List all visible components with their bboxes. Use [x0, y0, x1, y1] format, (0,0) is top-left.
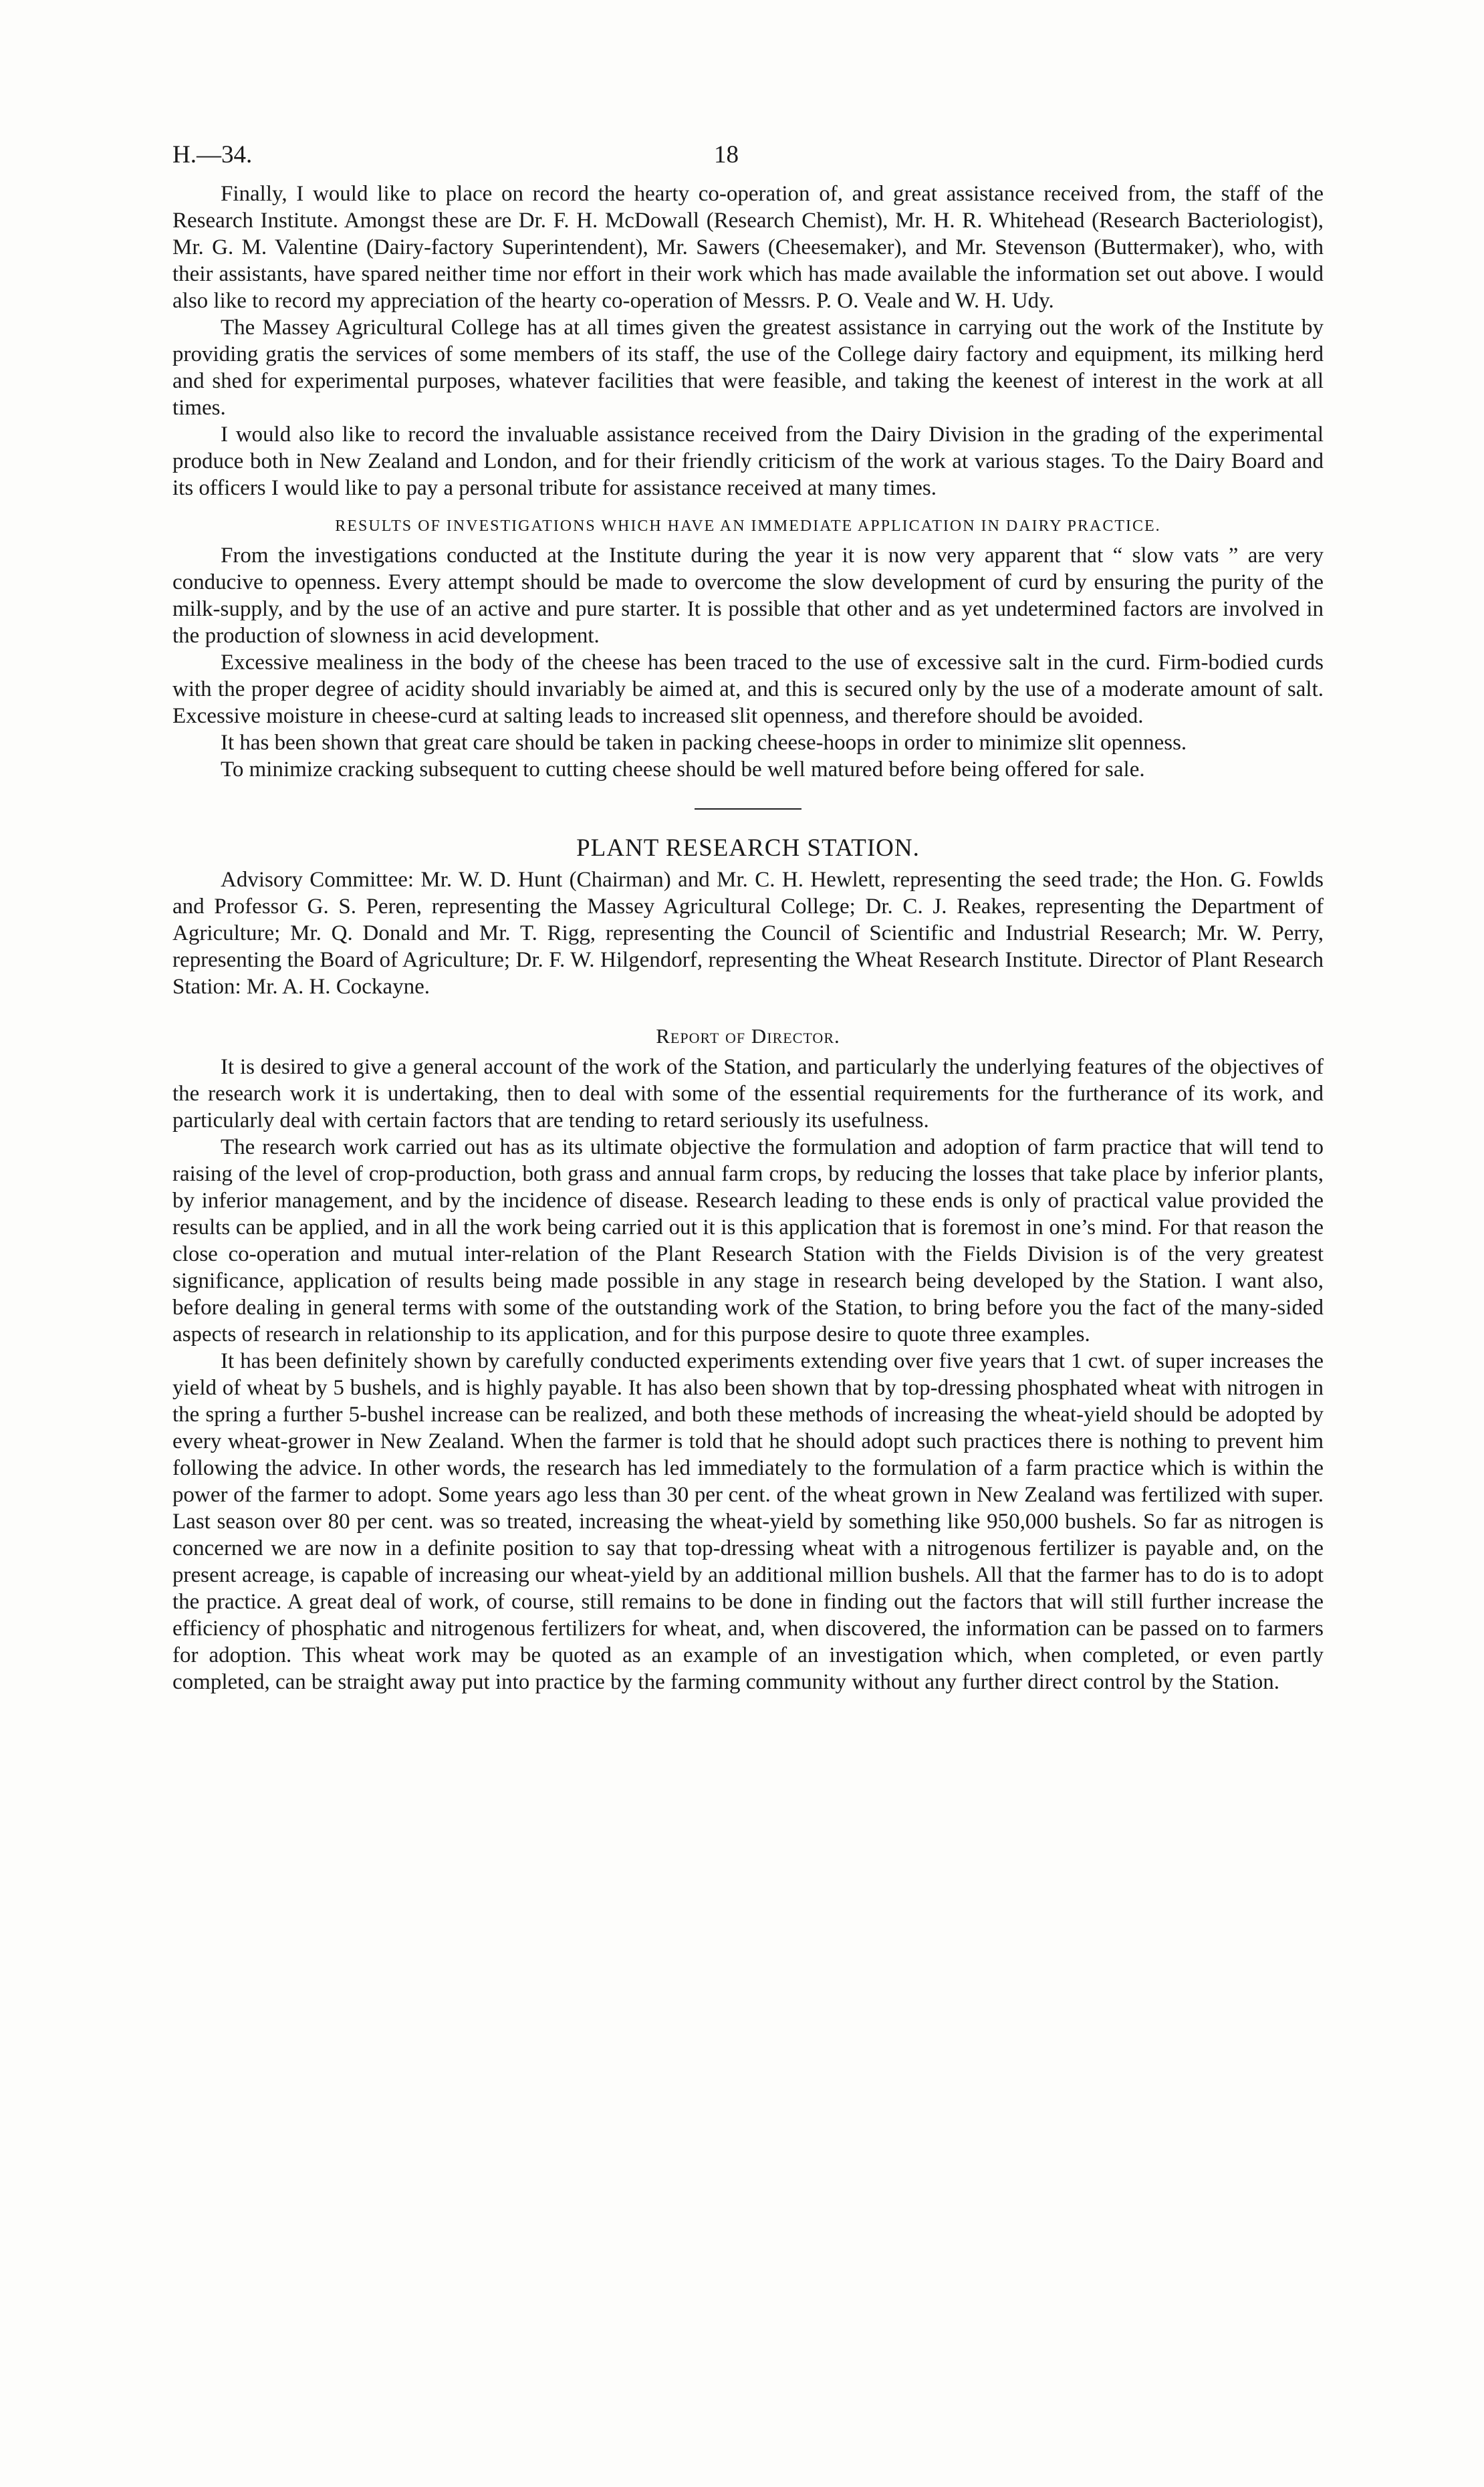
paragraph: To minimize cracking subsequent to cutting cheese should be well matured before being offered for sale.: [221, 757, 1145, 782]
page-number: 18: [714, 141, 739, 168]
acknowledgements-section: [172, 181, 1324, 501]
section-heading: RESULTS OF INVESTIGATIONS WHICH HAVE AN IMMEDIATE APPLICATION IN DAIRY PRACTICE.: [335, 517, 1161, 535]
paragraph: From the investigations conducted at the Institute during the year it is now very apparent that “ slow vats ” are very conducive to openness. Every attempt should be made to overcome the slow development of curd by ensuring the purity of the milk-supply, and by the use of an active and pure starter. It is possible that other and as yet undetermined factors are involved in the production of slowness in acid development.: [172, 544, 1324, 648]
document-reference: H.—34.: [172, 141, 253, 168]
document-page: [172, 140, 1324, 1695]
paragraph: It has been definitely shown by carefully conducted experiments extending over five years that 1 cwt. of super increases the yield of wheat by 5 bushels, and is highly payable. It has also been shown that by top-dressing phosphated wheat with nitrogen in the spring a further 5-bushel increase can be realized, and both these methods of increasing the wheat-yield should be adopted by every wheat-grower in New Zealand. When the farmer is told that he should adopt such practices there is nothing to prevent him following the advice. In other words, the research has led immediately to the formulation of a farm practice which is within the power of the farmer to adopt. Some years ago less than 30 per cent. of the wheat grown in New Zealand was fertilized with super. Last season over 80 per cent. was so treated, increasing the wheat-yield by something like 950,000 bushels. So far as nitrogen is concerned we are now in a definite position to say that top-dressing wheat with a nitrogenous fertilizer is payable and, on the present acreage, is capable of increasing our wheat-yield by an additional million bushels. All that the farmer has to do is to adopt the practice. A great deal of work, of course, still remains to be done in finding out the factors that will still further increase the efficiency of phosphatic and nitrogenous fertilizers for wheat, and, when discovered, the information can be passed on to farmers for adoption. This wheat work may be quoted as an example of an investigation which, when completed, or even partly completed, can be straight away put into practice by the farming community without any further direct control by the Station.: [172, 1349, 1324, 1694]
paragraph: The research work carried out has as its ultimate objective the formulation and adoption of farm practice that will tend to raising of the level of crop-production, both grass and annual farm crops, by reducing the losses that take place by inferior plants, by inferior management, and by the incidence of disease. Research leading to these ends is only of practical value provided the results can be applied, and in all the work being carried out it is this application that is foremost in one’s mind. For that reason the close co-operation and mutual inter-relation of the Plant Research Station with the Fields Division is of the very greatest significance, application of results being made possible in any stage in research being developed by the Station. I want also, before dealing in general terms with some of the outstanding work of the Station, to bring before you the fact of the many-sided aspects of research in relationship to its application, and for this purpose desire to quote three examples.: [172, 1135, 1324, 1346]
paragraph: I would also like to record the invaluable assistance received from the Dairy Division in the grading of the experimental produce both in New Zealand and London, and for their friendly criticism of the work at various stages. To the Dairy Board and its officers I would like to pay a personal tribute for assistance received at many times.: [172, 423, 1324, 500]
paragraph: Finally, I would like to place on record the hearty co-operation of, and great assistance received from, the staff of the Research Institute. Amongst these are Dr. F. H. McDowall (Research Chemist), Mr. H. R. Whitehead (Research Bacteriologist), Mr. G. M. Valentine (Dairy-factory Superintendent), Mr. Sawers (Cheesemaker), and Mr. Stevenson (Buttermaker), who, with their assistants, have spared neither time nor effort in their work which has made available the information set out above. I would also like to record my appreciation of the hearty co-operation of Messrs. P. O. Veale and W. H. Udy.: [172, 182, 1324, 313]
advisory-committee-paragraph: Advisory Committee: Mr. W. D. Hunt (Chairman) and Mr. C. H. Hewlett, representing the seed trade; the Hon. G. Fowlds and Professor G. S. Peren, representing the Massey Agricultural College; Dr. C. J. Reakes, representing the Department of Agriculture; Mr. Q. Donald and Mr. T. Rigg, representing the Council of Scientific and Industrial Research; Mr. W. Perry, representing the Board of Agriculture; Dr. F. W. Hilgendorf, representing the Wheat Research Institute. Director of Plant Research Station: Mr. A. H. Cockayne.: [172, 868, 1324, 999]
paragraph: It has been shown that great care should be taken in packing cheese-hoops in order to minimize slit openness.: [221, 731, 1187, 755]
paragraph: It is desired to give a general account of the work of the Station, and particularly the underlying features of the objectives of the research work it is undertaking, then to deal with some of the essential requirements for the furtherance of its work, and particularly deal with certain factors that are tending to retard seriously its usefulness.: [172, 1055, 1324, 1133]
results-section: [172, 542, 1324, 783]
report-heading: Report of Director.: [656, 1024, 840, 1048]
paragraph: The Massey Agricultural College has at all times given the greatest assistance in carrying out the work of the Institute by providing gratis the services of some members of its staff, the use of the College dairy factory and equipment, its milking herd and shed for experimental purposes, whatever facilities that were feasible, and taking the keenest of interest in the work at all times.: [172, 316, 1324, 420]
report-section: [172, 1054, 1324, 1695]
paragraph: Excessive mealiness in the body of the cheese has been traced to the use of excessive salt in the curd. Firm-bodied curds with the proper degree of acidity should invariably be aimed at, and this is secured only by the use of a moderate amount of salt. Excessive moisture in cheese-curd at salting leads to increased slit openness, and therefore should be avoided.: [172, 650, 1324, 728]
running-header: [172, 140, 1324, 181]
section-title: PLANT RESEARCH STATION.: [576, 834, 920, 862]
section-divider: [695, 808, 801, 810]
